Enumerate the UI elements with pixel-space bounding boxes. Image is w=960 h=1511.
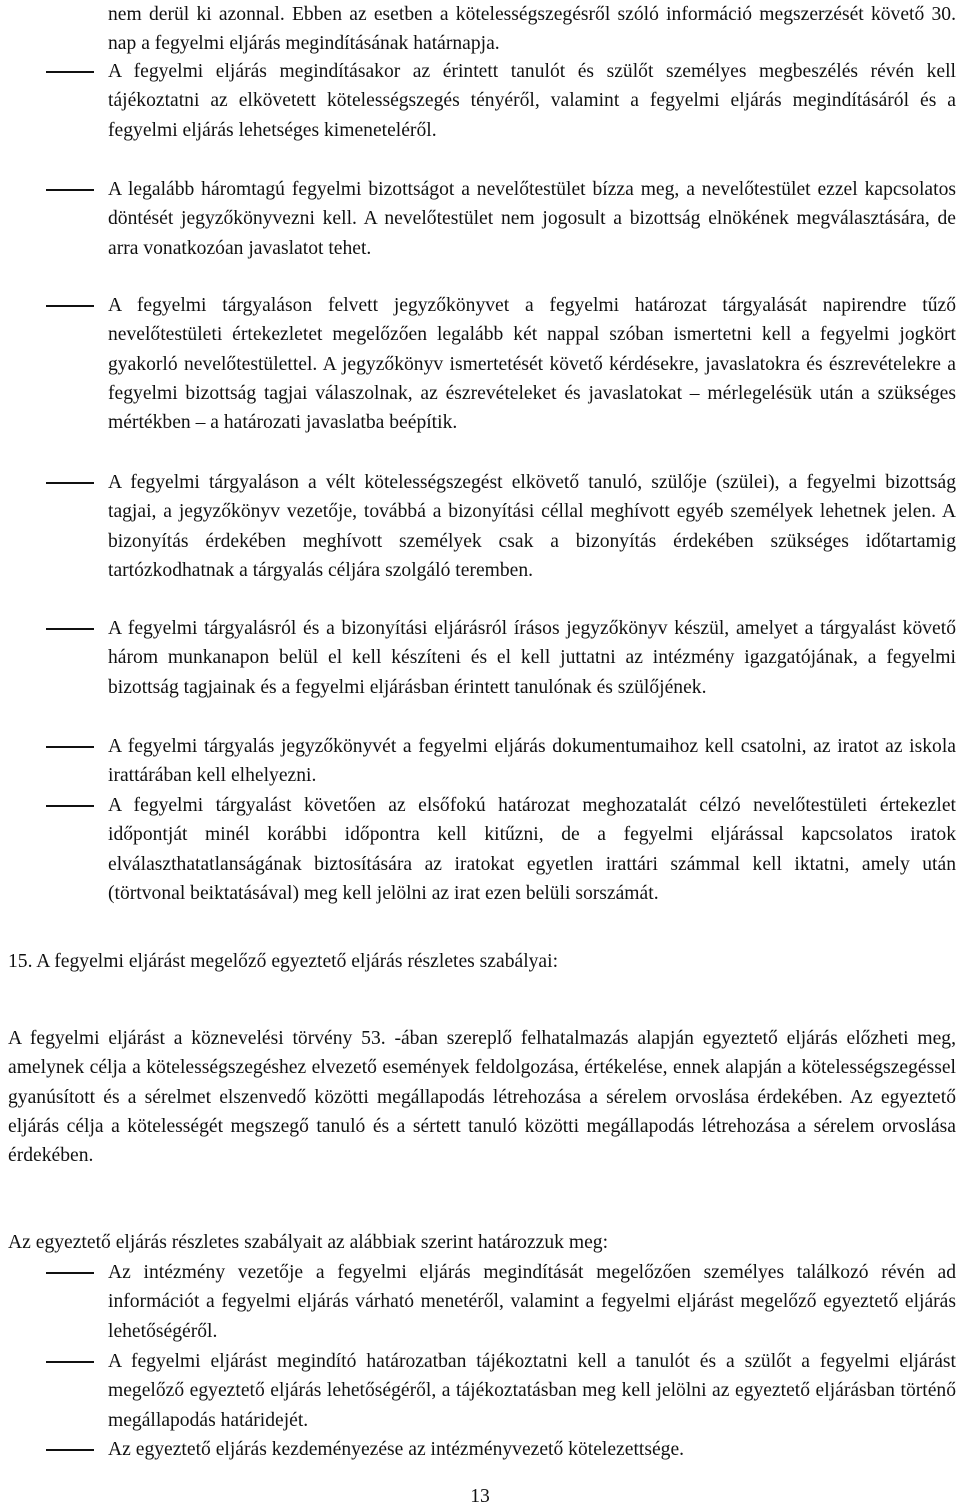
bullet-dash (46, 1449, 94, 1451)
bullet-dash (46, 1361, 94, 1363)
section-paragraph: A fegyelmi eljárást a köznevelési törvény 53. -ában szereplő felhatalmazás alapján egyeztető eljárás előzheti meg, amelynek célja a kötelességszegéshez elvezető események feldolgozása, értékelése, ennek alapján a kötelességszegéssel gyanúsított és a sérelmet elszenvedő közötti megállapodás létrehozása a sérelem orvoslása érdekében. Az egyeztető eljárás célja a kötelességét megszegő tanuló és a sértett tanuló közötti megállapodás létrehozása a sérelem orvoslása érdekében. (8, 1028, 956, 1167)
bullet-dash (46, 189, 94, 191)
rules-item: Az intézmény vezetője a fegyelmi eljárás megindítását megelőzően személyes találkozó révén ad információt a fegyelmi eljárás várható menetéről, valamint a fegyelmi eljárást megelőző egyeztető eljárás lehetőségéről. (108, 1262, 956, 1342)
bullet-item: A fegyelmi tárgyalás jegyzőkönyvét a fegyelmi eljárás dokumentumaihoz kell csatolni, az iratot az iskola irattárában kell elhelyezni. (108, 736, 956, 787)
bullet-item: A legalább háromtagú fegyelmi bizottságot a nevelőtestület bízza meg, a nevelőtestület ezzel kapcsolatos döntését jegyzőkönyvezni kell. A nevelőtestület nem jogosult a bizottság elnökének megválasztására, de arra vonatkozóan javaslatot tehet. (108, 179, 956, 259)
bullet-dash (46, 746, 94, 748)
bullet-item: A fegyelmi tárgyalást követően az elsőfokú határozat meghozatalát célzó nevelőtestületi értekezlet időpontját minél korábbi időpontra kell kitűzni, de a fegyelmi eljárással kapcsolatos iratok elválaszthatatlanságának biztosítására az iratokat egyetlen irattári számmal kell iktatni, amely után (törtvonal beiktatásával) meg kell jelölni az irat ezen belüli sorszámát. (108, 795, 956, 904)
bullet-item: A fegyelmi tárgyaláson felvett jegyzőkönyvet a fegyelmi határozat tárgyalását napirendre tűző nevelőtestületi értekezletet megelőzően legalább két nappal szóban ismertetni kell a fegyelmi jogkört gyakorló nevelőtestülettel. A jegyzőkönyv ismertetését követő kérdésekre, javaslatokra és észrevételekre a fegyelmi bizottság tagjai válaszolnak, az észrevételeket és javaslatokat – mérlegelésük után a szükséges mértékben – a határozati javaslatba beépítik. (108, 295, 956, 434)
bullet-item: A fegyelmi eljárás megindításakor az érintett tanulót és szülőt személyes megbeszélés révén kell tájékoztatni az elkövetett kötelességszegés tényéről, valamint a fegyelmi eljárás megindításáról és a fegyelmi eljárás lehetséges kimeneteléről. (108, 61, 956, 141)
bullet-item: A fegyelmi tárgyalásról és a bizonyítási eljárásról írásos jegyzőkönyv készül, amelyet a tárgyalást követő három munkanapon belül el kell készíteni és el kell juttatni az intézmény igazgatójának, a fegyelmi bizottság tagjainak és a fegyelmi eljárásban érintett tanulónak és szülőjének. (108, 618, 956, 698)
section-heading: 15. A fegyelmi eljárást megelőző egyeztető eljárás részletes szabályai: (8, 951, 559, 972)
bullet-item: A fegyelmi tárgyaláson a vélt kötelességszegést elkövető tanuló, szülője (szülei), a fegyelmi bizottság tagjai, a jegyzőkönyv vezetője, továbbá a bizonyítási céllal meghívott egyéb személyek lehetnek jelen. A bizonyítás érdekében meghívott személyek csak a bizonyítás érdekében szükséges időtartamig tartózkodhatnak a tárgyalás céljára szolgáló teremben. (108, 472, 956, 581)
continuation-paragraph: nem derül ki azonnal. Ebben az esetben a kötelességszegésről szóló információ megszerzését követő 30. nap a fegyelmi eljárás megindításának határnapja. (108, 4, 956, 55)
bullet-dash (46, 1272, 94, 1274)
bullet-dash (46, 628, 94, 630)
page-number: 13 (470, 1486, 490, 1507)
rules-item: Az egyeztető eljárás kezdeményezése az intézményvezető kötelezettsége. (108, 1439, 685, 1460)
rules-intro: Az egyeztető eljárás részletes szabályait az alábbiak szerint határozzuk meg: (8, 1232, 609, 1253)
bullet-dash (46, 305, 94, 307)
rules-item: A fegyelmi eljárást megindító határozatban tájékoztatni kell a tanulót és a szülőt a fegyelmi eljárást megelőző egyeztető eljárás lehetőségéről, a tájékoztatásban meg kell jelölni az egyeztető eljárásban történő megállapodás határidejét. (108, 1351, 956, 1431)
bullet-dash (46, 71, 94, 73)
bullet-dash (46, 482, 94, 484)
bullet-dash (46, 805, 94, 807)
